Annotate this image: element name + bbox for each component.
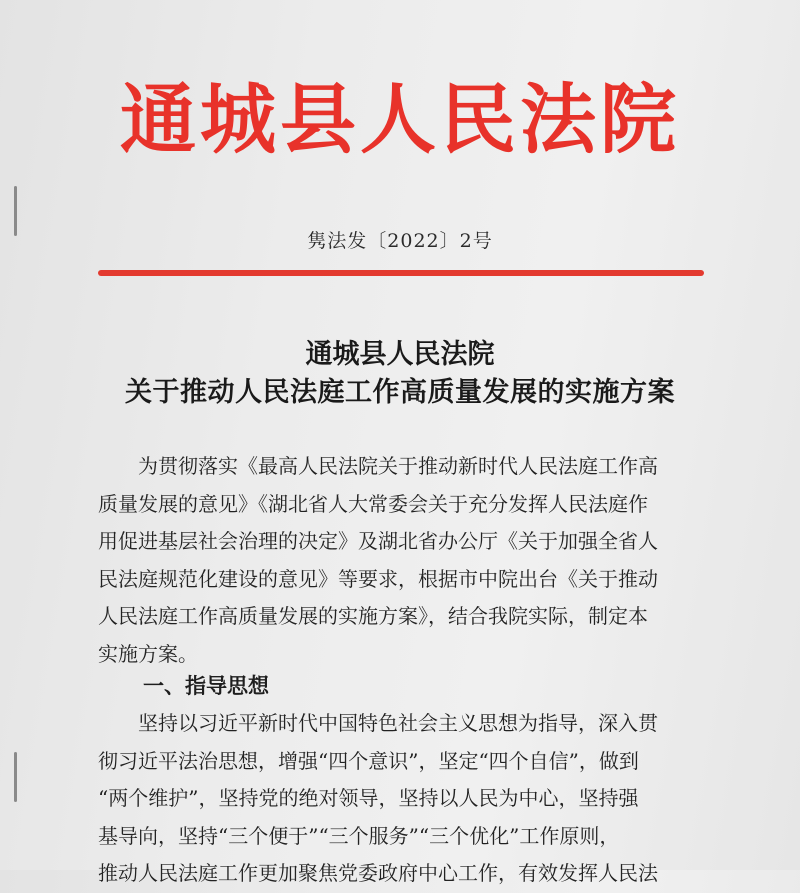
paragraph-line: 为贯彻落实《最高人民法院关于推动新时代人民法庭工作高 bbox=[98, 454, 658, 478]
binding-mark-bottom bbox=[14, 752, 17, 802]
paragraph-line: 坚持以习近平新时代中国特色社会主义思想为指导，深入贯 bbox=[98, 711, 658, 735]
paragraph-line: 推动人民法庭工作更加聚焦党委政府中心工作，有效发挥人民法 bbox=[98, 861, 658, 885]
document-number: 隽法发〔2022〕2号 bbox=[307, 230, 493, 252]
intro-paragraph bbox=[98, 448, 706, 673]
paragraph-line: 质量发展的意见》《湖北省人大常委会关于充分发挥人民法庭作 bbox=[98, 491, 648, 516]
court-letterhead: 通城县人民法院 bbox=[120, 75, 680, 164]
paragraph-line: 实施方案。 bbox=[98, 641, 198, 666]
paragraph-line: 人民法庭工作高质量发展的实施方案》，结合我院实际，制定本 bbox=[98, 604, 648, 628]
document-title-line-1: 通城县人民法院 bbox=[305, 339, 495, 370]
paragraph-line: 基导向，坚持“三个便于”“三个服务”“三个优化”工作原则， bbox=[98, 823, 620, 848]
paragraph-line: 用促进基层社会治理的决定》及湖北省办公厅《关于加强全省人 bbox=[98, 529, 658, 553]
paragraph-line: 民法庭规范化建设的意见》等要求，根据市中院出台《关于推动 bbox=[98, 566, 658, 591]
section-1-paragraph bbox=[98, 705, 706, 893]
document-title-line-2: 关于推动人民法庭工作高质量发展的实施方案 bbox=[125, 377, 675, 408]
section-heading-guiding-ideology: 一、指导思想 bbox=[143, 674, 269, 698]
paragraph-line: 彻习近平法治思想，增强“四个意识”，坚定“四个自信”，做到 bbox=[98, 748, 639, 773]
red-separator-rule bbox=[98, 270, 704, 276]
paragraph-line: “两个维护”，坚持党的绝对领导，坚持以人民为中心，坚持强 bbox=[98, 786, 639, 810]
